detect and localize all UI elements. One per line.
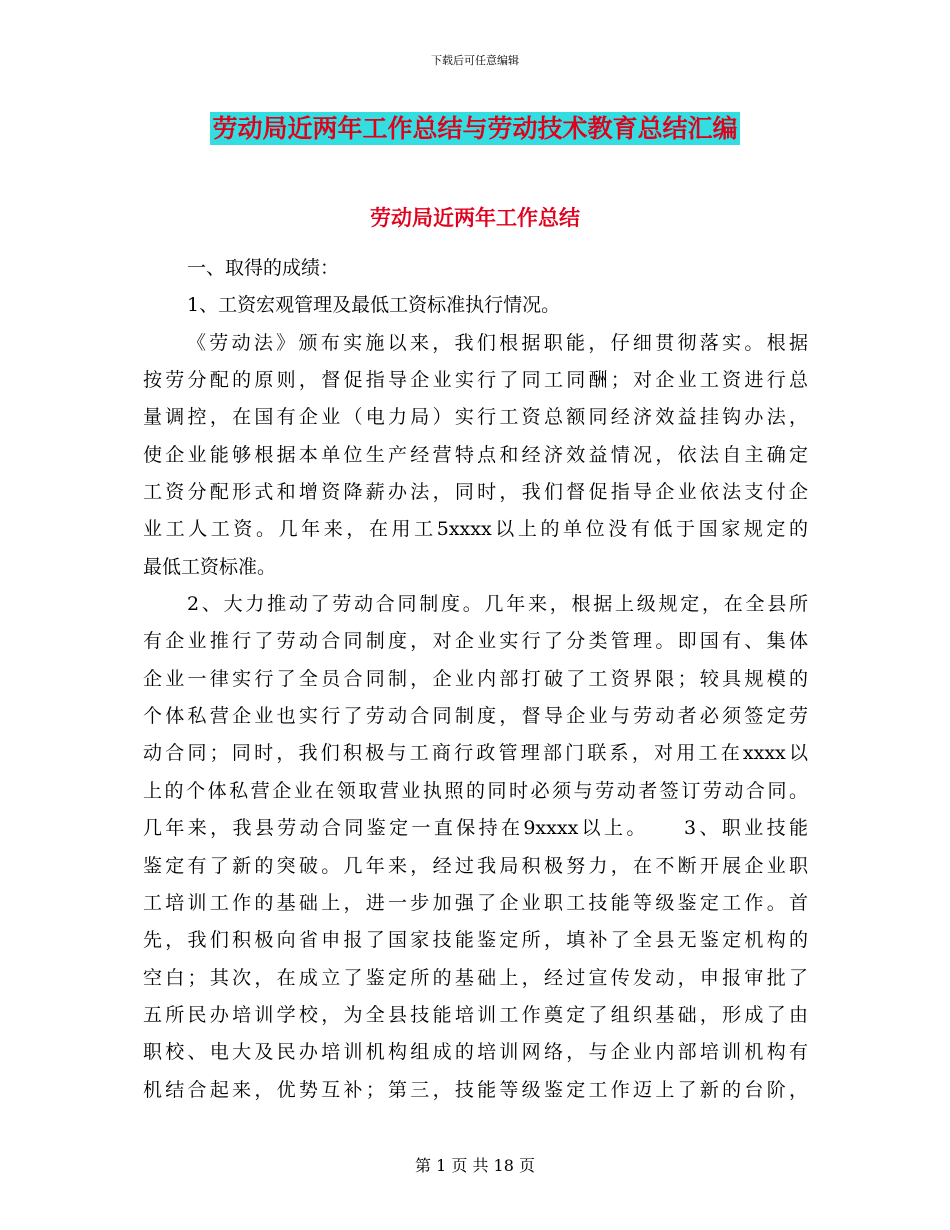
body-line: 工资分配形式和增资降薪办法，同时，我们督促指导企业依法支付企 — [143, 481, 808, 504]
body-line: 最低工资标准。 — [143, 555, 277, 578]
body-line: 1、工资宏观管理及最低工资标准执行情况。 — [187, 294, 561, 317]
body-line: 企业一律实行了全员合同制，企业内部打破了工资界限；较具规模的 — [143, 667, 808, 690]
body-line: 空白；其次，在成立了鉴定所的基础上，经过宣传发动，申报审批了 — [143, 966, 808, 989]
body-line: 工培训工作的基础上，进一步加强了企业职工技能等级鉴定工作。首 — [143, 891, 808, 914]
body-line: 动合同；同时，我们积极与工商行政管理部门联系，对用工在xxxx以 — [143, 742, 808, 765]
body-line: 量调控，在国有企业（电力局）实行工资总额同经济效益挂钩办法， — [143, 406, 808, 429]
body-line: 上的个体私营企业在领取营业执照的同时必须与劳动者签订劳动合同。 — [143, 779, 808, 802]
body-line: 鉴定有了新的突破。几年来，经过我局积极努力，在不断开展企业职 — [143, 854, 808, 877]
body-line: 几年来，我县劳动合同鉴定一直保持在9xxxx以上。 3、职业技能 — [143, 817, 808, 840]
body-line: 使企业能够根据本单位生产经营特点和经济效益情况，依法自主确定 — [143, 443, 808, 466]
main-title-container — [0, 112, 950, 145]
body-line: 个体私营企业也实行了劳动合同制度，督导企业与劳动者必须签定劳 — [143, 705, 808, 728]
body-line: 业工人工资。几年来，在用工5xxxx以上的单位没有低于国家规定的 — [143, 518, 808, 541]
body-line: 五所民办培训学校，为全县技能培训工作奠定了组织基础，形成了由 — [143, 1003, 808, 1026]
body-line: 一、取得的成绩： — [187, 257, 340, 279]
body-line: 职校、电大及民办培训机构组成的培训网络，与企业内部培训机构有 — [143, 1041, 808, 1064]
body-line: 2、大力推动了劳动合同制度。几年来，根据上级规定，在全县所 — [187, 593, 808, 616]
body-line: 有企业推行了劳动合同制度，对企业实行了分类管理。即国有、集体 — [143, 630, 808, 653]
page-number: 第 1 页 共 18 页 — [415, 1156, 535, 1175]
body-line: 《劳动法》颁布实施以来，我们根据职能，仔细贯彻落实。根据 — [187, 331, 808, 354]
section-title: 劳动局近两年工作总结 — [370, 206, 580, 230]
body-line: 先，我们积极向省申报了国家技能鉴定所，填补了全县无鉴定机构的 — [143, 929, 808, 952]
body-line: 机结合起来，优势互补；第三，技能等级鉴定工作迈上了新的台阶， — [143, 1078, 808, 1101]
main-title: 劳动局近两年工作总结与劳动技术教育总结汇编 — [212, 114, 738, 143]
page-header-note: 下载后可任意编辑 — [431, 54, 519, 67]
body-line: 按劳分配的原则，督促指导企业实行了同工同酬；对企业工资进行总 — [143, 369, 808, 392]
body-text — [143, 250, 808, 1109]
